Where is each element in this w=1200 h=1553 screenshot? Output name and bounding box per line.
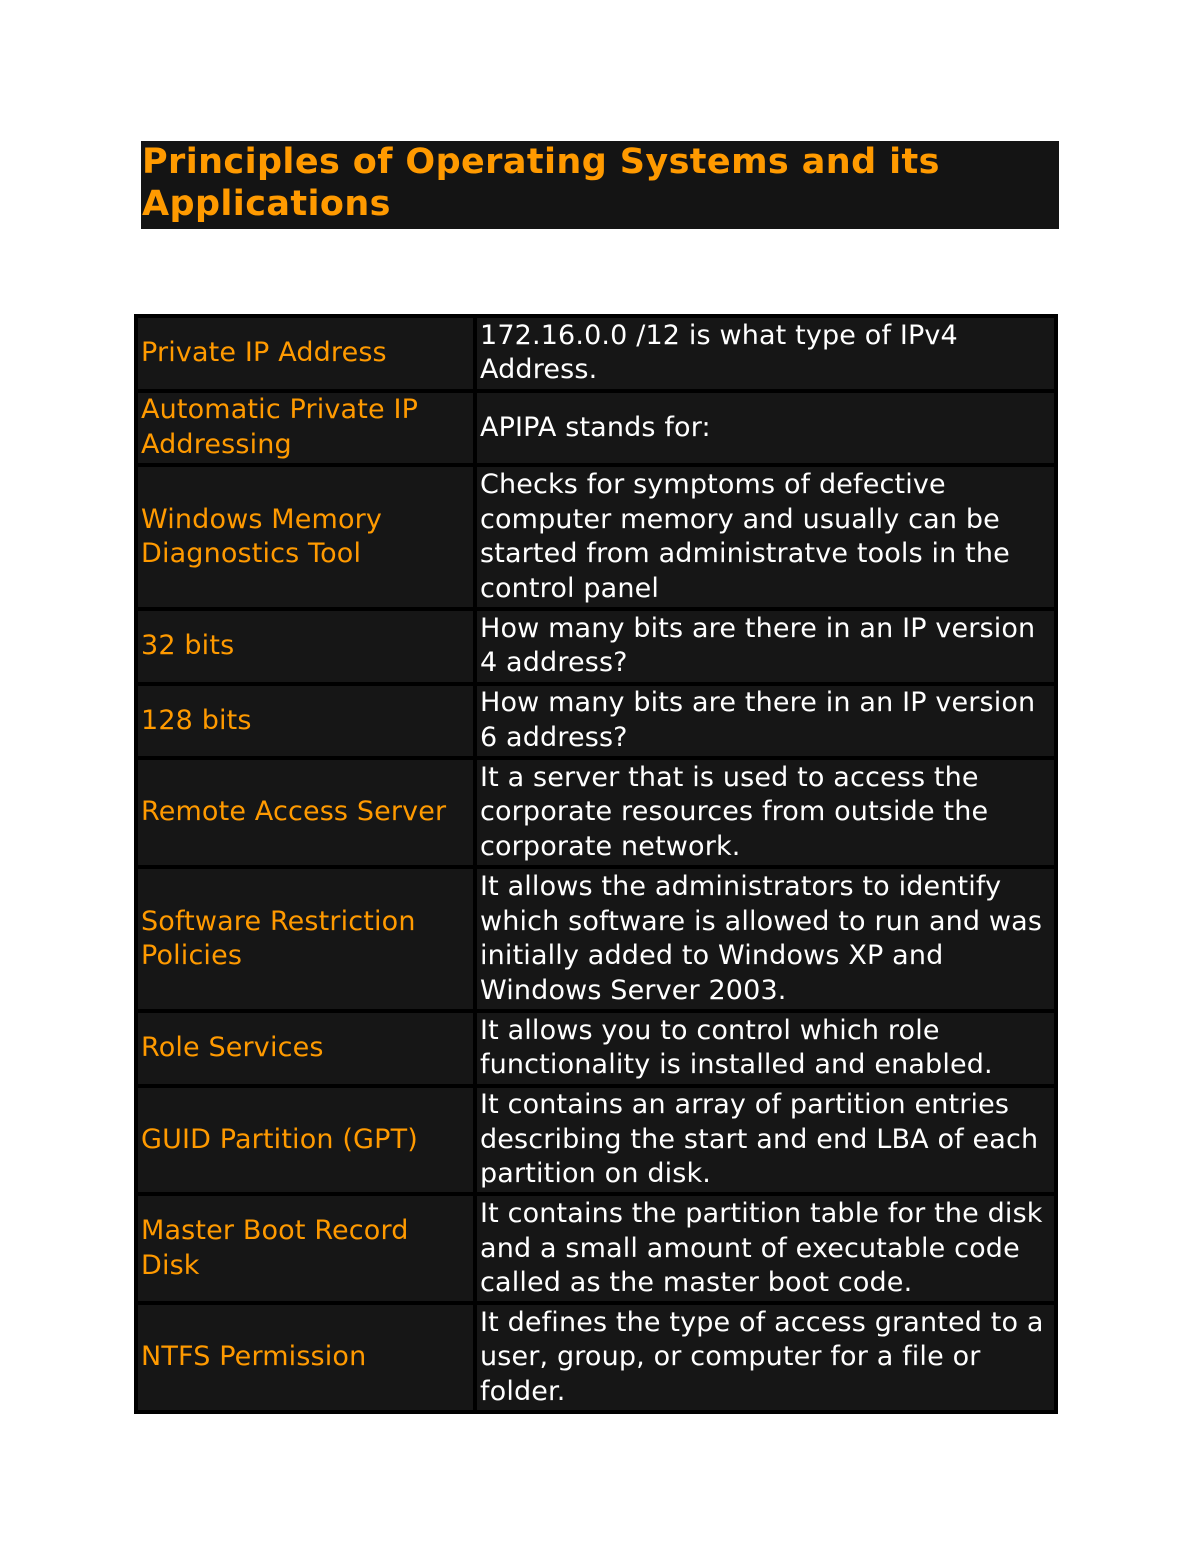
table-row — [138, 1013, 1054, 1084]
definition-cell: It allows the administrators to identify which software is allowed to run and was initially added to Windows XP and Windows Server 2003. — [477, 869, 1054, 1009]
term-text: 32 bits — [141, 630, 235, 662]
definition-cell: APIPA stands for: — [477, 393, 1054, 464]
definition-cell: It allows you to control which role functionality is installed and enabled. — [477, 1013, 1054, 1084]
table-row — [138, 1196, 1054, 1301]
term-cell — [138, 1088, 473, 1193]
definition-cell: 172.16.0.0 /12 is what type of IPv4 Address. — [477, 318, 1054, 389]
table-row — [138, 393, 1054, 464]
table-row — [138, 869, 1054, 1009]
definition-cell: It defines the type of access granted to a user, group, or computer for a file or folder. — [477, 1305, 1054, 1410]
term-cell — [138, 318, 473, 389]
term-cell — [138, 760, 473, 865]
term-cell — [138, 1013, 473, 1084]
term-cell — [138, 686, 473, 757]
definition-cell: How many bits are there in an IP version 4 address? — [477, 611, 1054, 682]
qa-table — [134, 314, 1058, 1414]
term-cell — [138, 467, 473, 607]
table-row — [138, 318, 1054, 389]
definition-cell: It a server that is used to access the corporate resources from outside the corporate network. — [477, 760, 1054, 865]
term-text: 128 bits — [141, 704, 252, 736]
term-cell — [138, 1196, 473, 1301]
table-row — [138, 611, 1054, 682]
table-row — [138, 467, 1054, 607]
term-text: Automatic Private IP Addressing — [141, 394, 419, 460]
term-cell — [138, 611, 473, 682]
table-row — [138, 1088, 1054, 1193]
term-text: Software Restriction Policies — [141, 905, 416, 972]
document-title: Principles of Operating Systems and its Applications — [142, 142, 940, 224]
term-cell — [138, 1305, 473, 1410]
table-row — [138, 686, 1054, 757]
table-row — [138, 1305, 1054, 1410]
qa-table-body — [138, 318, 1054, 1410]
term-text: Private IP Address — [141, 337, 387, 369]
term-cell — [138, 393, 473, 464]
definition-cell: Checks for symptoms of defective computer memory and usually can be started from administratve tools in the control panel — [477, 467, 1054, 607]
definition-cell: It contains the partition table for the disk and a small amount of executable code called as the master boot code. — [477, 1196, 1054, 1301]
term-cell — [138, 869, 473, 1009]
definition-cell: It contains an array of partition entries describing the start and end LBA of each partition on disk. — [477, 1088, 1054, 1193]
term-text: Role Services — [141, 1032, 324, 1064]
term-text: GUID Partition (GPT) — [141, 1123, 418, 1155]
term-text: NTFS Permission — [141, 1341, 367, 1373]
table-row — [138, 760, 1054, 865]
term-text: Remote Access Server — [141, 796, 447, 828]
term-text: Windows Memory Diagnostics Tool — [141, 503, 383, 570]
definition-cell: How many bits are there in an IP version 6 address? — [477, 686, 1054, 757]
term-text: Master Boot Record Disk — [141, 1215, 409, 1281]
title-bar — [141, 141, 1059, 229]
